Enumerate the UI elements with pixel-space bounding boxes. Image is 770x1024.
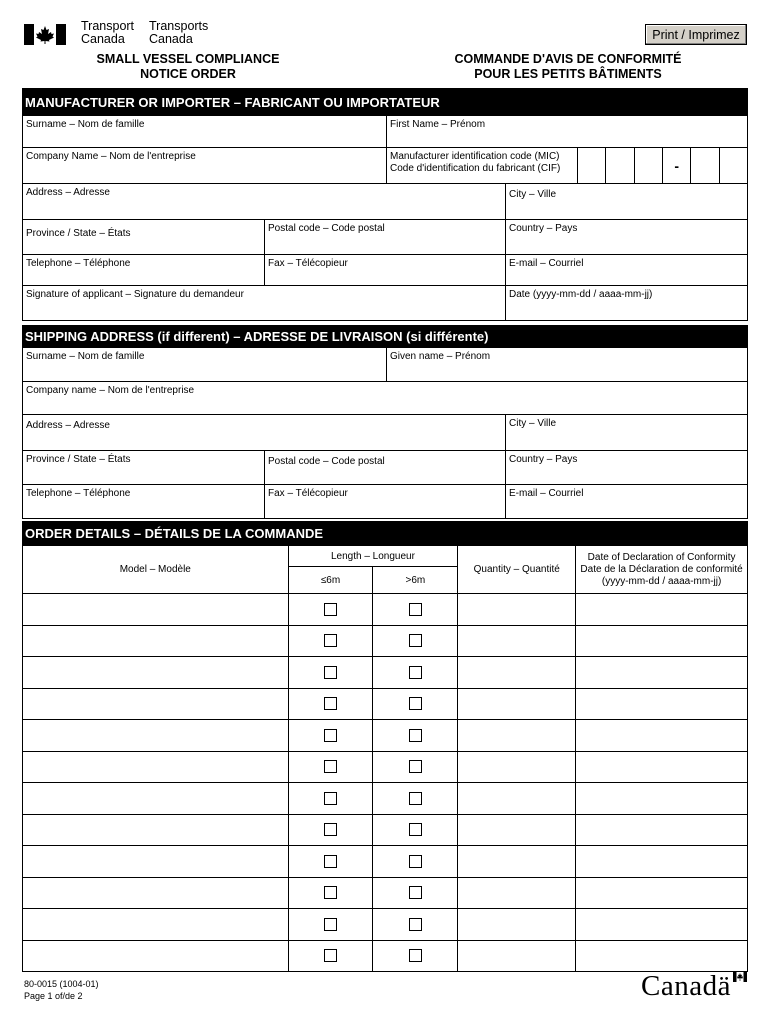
canada-wordmark: Canadä	[641, 970, 731, 1002]
ship-given-name-cell[interactable]	[387, 348, 747, 381]
declaration-date-line2: Date de la Déclaration de conformité	[580, 563, 743, 575]
le6m-checkbox[interactable]	[324, 949, 337, 962]
declaration-date-cell[interactable]	[576, 814, 748, 846]
gt6m-cell[interactable]	[373, 657, 458, 689]
mic-box[interactable]	[690, 148, 718, 183]
declaration-date-cell[interactable]	[576, 909, 748, 941]
mfr-surname-label: Surname – Nom de famille	[26, 119, 145, 130]
quantity-cell[interactable]	[458, 625, 576, 657]
gt6m-cell[interactable]	[373, 625, 458, 657]
order-table	[22, 545, 748, 972]
table-row	[23, 594, 748, 626]
quantity-cell[interactable]	[458, 783, 576, 815]
dept-en-line1: Transport	[81, 19, 135, 33]
quantity-cell[interactable]	[458, 657, 576, 689]
model-cell[interactable]	[23, 625, 289, 657]
ship-province-input[interactable]	[26, 470, 261, 482]
table-row	[23, 814, 748, 846]
mfr-province-label: Province / State – États	[26, 228, 131, 239]
mic-box[interactable]	[605, 148, 633, 183]
gt6m-checkbox[interactable]	[409, 855, 422, 868]
manufacturer-row-province	[22, 220, 748, 255]
title-fr-line2: POUR LES PETITS BÂTIMENTS	[474, 67, 662, 81]
mfr-telephone-input[interactable]	[26, 271, 261, 283]
ship-country-input[interactable]	[509, 470, 744, 482]
mic-box[interactable]	[719, 148, 747, 183]
table-row	[23, 625, 748, 657]
mfr-city-label: City – Ville	[509, 189, 557, 200]
mfr-first-name-label: First Name – Prénom	[390, 119, 486, 130]
mfr-surname-input[interactable]	[26, 133, 383, 145]
ship-surname-cell[interactable]	[23, 348, 387, 381]
mfr-date-cell[interactable]	[506, 286, 747, 320]
ship-surname-input[interactable]	[26, 367, 383, 379]
manufacturer-row-address	[22, 184, 748, 220]
mfr-signature-cell[interactable]	[23, 286, 506, 320]
le6m-cell[interactable]	[288, 846, 373, 878]
mfr-first-name-cell[interactable]	[387, 116, 747, 147]
mfr-postal-input[interactable]	[268, 240, 502, 252]
gt6m-cell[interactable]	[373, 940, 458, 972]
quantity-cell[interactable]	[458, 940, 576, 972]
le6m-checkbox[interactable]	[324, 855, 337, 868]
declaration-date-line3: (yyyy-mm-dd / aaaa-mm-jj)	[601, 575, 722, 587]
le6m-cell[interactable]	[288, 688, 373, 720]
mfr-email-cell[interactable]	[506, 255, 747, 285]
form-title-en	[93, 52, 283, 82]
gt6m-checkbox[interactable]	[409, 603, 422, 616]
le6m-cell[interactable]	[288, 909, 373, 941]
le6m-cell[interactable]	[288, 814, 373, 846]
model-cell[interactable]	[23, 909, 289, 941]
le6m-checkbox[interactable]	[324, 729, 337, 742]
model-cell[interactable]	[23, 688, 289, 720]
length-header: Length – Longueur	[288, 546, 458, 567]
form-body	[22, 88, 748, 972]
le6m-cell[interactable]	[288, 783, 373, 815]
le6m-checkbox[interactable]	[324, 634, 337, 647]
model-cell[interactable]	[23, 657, 289, 689]
gt6m-cell[interactable]	[373, 751, 458, 783]
mfr-signature-input[interactable]	[26, 306, 502, 318]
le6m-checkbox[interactable]	[324, 886, 337, 899]
wordmark-flag-icon	[733, 972, 747, 982]
mfr-date-input[interactable]	[509, 306, 744, 318]
table-row	[23, 909, 748, 941]
model-cell[interactable]	[23, 846, 289, 878]
gt6m-checkbox[interactable]	[409, 760, 422, 773]
mfr-address-label: Address – Adresse	[26, 187, 110, 198]
le6m-cell[interactable]	[288, 877, 373, 909]
mfr-email-input[interactable]	[509, 271, 744, 283]
gt6m-checkbox[interactable]	[409, 792, 422, 805]
ship-telephone-label: Telephone – Téléphone	[26, 488, 131, 499]
mfr-country-cell[interactable]	[506, 220, 747, 254]
mfr-fax-input[interactable]	[268, 271, 502, 283]
mic-code-boxes	[577, 148, 747, 183]
gt6m-cell[interactable]	[373, 909, 458, 941]
ship-telephone-cell[interactable]	[23, 485, 265, 518]
model-cell[interactable]	[23, 720, 289, 752]
mfr-mic-cell	[387, 148, 747, 183]
dept-en-line2: Canada	[81, 32, 125, 46]
shipping-row-name	[22, 348, 748, 382]
ship-fax-input[interactable]	[268, 504, 502, 516]
declaration-date-line1: Date of Declaration of Conformity	[587, 551, 736, 563]
manufacturer-row-signature	[22, 286, 748, 321]
gt6m-cell[interactable]	[373, 594, 458, 626]
ship-province-cell[interactable]	[23, 451, 265, 484]
quantity-cell[interactable]	[458, 814, 576, 846]
gt6m-cell[interactable]	[373, 783, 458, 815]
manufacturer-section-heading: MANUFACTURER OR IMPORTER – FABRICANT OU IMPORTATEUR	[22, 88, 748, 116]
ship-company-cell[interactable]	[23, 382, 747, 414]
gt6m-checkbox[interactable]	[409, 666, 422, 679]
le6m-checkbox[interactable]	[324, 823, 337, 836]
mfr-email-label: E-mail – Courriel	[509, 258, 584, 269]
mfr-city-input[interactable]	[509, 205, 744, 217]
table-row	[23, 657, 748, 689]
declaration-date-cell[interactable]	[576, 940, 748, 972]
model-cell[interactable]	[23, 594, 289, 626]
mfr-fax-label: Fax – Télécopieur	[268, 258, 348, 269]
mfr-surname-cell[interactable]	[23, 116, 387, 147]
table-row	[23, 877, 748, 909]
ship-postal-label: Postal code – Code postal	[268, 456, 385, 467]
mfr-telephone-cell[interactable]	[23, 255, 265, 285]
ship-email-input[interactable]	[509, 504, 744, 516]
gt6m-checkbox[interactable]	[409, 823, 422, 836]
form-code: 80-0015 (1004-01)	[24, 979, 99, 989]
order-section-heading: ORDER DETAILS – DÉTAILS DE LA COMMANDE	[22, 521, 748, 545]
mfr-country-label: Country – Pays	[509, 223, 578, 234]
mfr-city-cell[interactable]	[506, 184, 747, 219]
le6m-checkbox[interactable]	[324, 918, 337, 931]
ship-city-cell[interactable]	[506, 415, 747, 450]
ship-company-input[interactable]	[26, 400, 744, 412]
model-cell[interactable]	[23, 877, 289, 909]
mfr-first-name-input[interactable]	[390, 133, 744, 145]
ship-address-label: Address – Adresse	[26, 420, 110, 431]
mfr-company-label: Company Name – Nom de l'entreprise	[26, 151, 196, 162]
title-fr-line1: COMMANDE D'AVIS DE CONFORMITÉ	[454, 52, 682, 66]
le6m-cell[interactable]	[288, 657, 373, 689]
form-header	[0, 0, 770, 88]
title-en-line2: NOTICE ORDER	[140, 67, 236, 81]
mfr-country-input[interactable]	[509, 240, 744, 252]
dept-fr-line2: Canada	[149, 32, 193, 46]
gt6m-cell[interactable]	[373, 688, 458, 720]
le6m-checkbox[interactable]	[324, 792, 337, 805]
mic-dash: -	[674, 157, 679, 174]
shipping-row-province	[22, 451, 748, 485]
ship-given-name-input[interactable]	[390, 367, 744, 379]
shipping-row-address	[22, 415, 748, 451]
ship-surname-label: Surname – Nom de famille	[26, 351, 145, 362]
declaration-date-cell[interactable]	[576, 657, 748, 689]
ship-postal-input[interactable]	[268, 470, 502, 482]
model-cell[interactable]	[23, 814, 289, 846]
declaration-date-cell[interactable]	[576, 720, 748, 752]
ship-fax-cell[interactable]	[265, 485, 506, 518]
quantity-cell[interactable]	[458, 594, 576, 626]
quantity-cell[interactable]	[458, 688, 576, 720]
mic-label-en: Manufacturer identification code (MIC)	[390, 151, 560, 162]
gt6m-checkbox[interactable]	[409, 729, 422, 742]
title-en-line1: SMALL VESSEL COMPLIANCE	[96, 52, 280, 66]
ship-city-label: City – Ville	[509, 418, 557, 429]
le6m-cell[interactable]	[288, 720, 373, 752]
mfr-address-input[interactable]	[26, 205, 502, 217]
mic-label-fr: Code d'identification du fabricant (CIF)	[390, 163, 561, 174]
manufacturer-row-contact	[22, 255, 748, 286]
declaration-date-cell[interactable]	[576, 688, 748, 720]
declaration-date-cell[interactable]	[576, 783, 748, 815]
mic-box[interactable]	[634, 148, 662, 183]
gt6m-cell[interactable]	[373, 877, 458, 909]
declaration-date-cell[interactable]	[576, 625, 748, 657]
canada-flag-icon	[24, 24, 66, 45]
ship-city-input[interactable]	[509, 436, 744, 448]
table-row	[23, 688, 748, 720]
mic-box[interactable]	[577, 148, 605, 183]
ship-company-label: Company name – Nom de l'entreprise	[26, 385, 195, 396]
gt6m-checkbox[interactable]	[409, 697, 422, 710]
ship-address-cell[interactable]	[23, 415, 506, 450]
page-number: Page 1 of/de 2	[24, 991, 83, 1001]
shipping-row-contact	[22, 485, 748, 519]
dept-fr-line1: Transports	[149, 19, 209, 33]
quantity-header: Quantity – Quantité	[458, 546, 576, 594]
le6m-cell[interactable]	[288, 940, 373, 972]
ship-country-cell[interactable]	[506, 451, 747, 484]
ship-province-label: Province / State – États	[26, 454, 131, 465]
gt6m-checkbox[interactable]	[409, 918, 422, 931]
mfr-province-input[interactable]	[26, 240, 261, 252]
table-row	[23, 846, 748, 878]
quantity-cell[interactable]	[458, 751, 576, 783]
gt6m-cell[interactable]	[373, 814, 458, 846]
ship-telephone-input[interactable]	[26, 504, 261, 516]
model-header: Model – Modèle	[23, 546, 289, 594]
gt6m-cell[interactable]	[373, 846, 458, 878]
declaration-date-cell[interactable]	[576, 594, 748, 626]
gt6m-checkbox[interactable]	[409, 886, 422, 899]
length-le6m-header: ≤6m	[288, 567, 373, 594]
declaration-date-header	[576, 546, 748, 594]
mfr-fax-cell[interactable]	[265, 255, 506, 285]
manufacturer-row-name	[22, 116, 748, 148]
model-cell[interactable]	[23, 940, 289, 972]
declaration-date-cell[interactable]	[576, 877, 748, 909]
ship-country-label: Country – Pays	[509, 454, 578, 465]
shipping-section-heading: SHIPPING ADDRESS (if different) – ADRESSE DE LIVRAISON (si différente)	[22, 325, 748, 348]
mfr-province-cell[interactable]	[23, 220, 265, 254]
table-row	[23, 751, 748, 783]
le6m-cell[interactable]	[288, 594, 373, 626]
quantity-cell[interactable]	[458, 877, 576, 909]
mfr-postal-cell[interactable]	[265, 220, 506, 254]
length-gt6m-header: >6m	[373, 567, 458, 594]
gt6m-checkbox[interactable]	[409, 949, 422, 962]
mfr-company-input[interactable]	[26, 169, 383, 181]
le6m-checkbox[interactable]	[324, 760, 337, 773]
le6m-checkbox[interactable]	[324, 603, 337, 616]
quantity-cell[interactable]	[458, 909, 576, 941]
mfr-address-cell[interactable]	[23, 184, 506, 219]
ship-email-cell[interactable]	[506, 485, 747, 518]
print-button[interactable]: Print / Imprimez	[645, 24, 747, 45]
mic-dash-box	[662, 148, 690, 183]
gt6m-cell[interactable]	[373, 720, 458, 752]
quantity-cell[interactable]	[458, 846, 576, 878]
ship-given-name-label: Given name – Prénom	[390, 351, 491, 362]
department-name-en	[81, 20, 134, 46]
ship-fax-label: Fax – Télécopieur	[268, 488, 348, 499]
le6m-checkbox[interactable]	[324, 697, 337, 710]
le6m-cell[interactable]	[288, 751, 373, 783]
gt6m-checkbox[interactable]	[409, 634, 422, 647]
model-cell[interactable]	[23, 751, 289, 783]
table-row	[23, 783, 748, 815]
table-row	[23, 940, 748, 972]
shipping-row-company	[22, 382, 748, 415]
mfr-postal-label: Postal code – Code postal	[268, 223, 385, 234]
mfr-company-cell[interactable]	[23, 148, 387, 183]
ship-email-label: E-mail – Courriel	[509, 488, 584, 499]
manufacturer-row-company	[22, 148, 748, 184]
form-title-fr	[430, 52, 706, 82]
ship-postal-cell[interactable]	[265, 451, 506, 484]
declaration-date-cell[interactable]	[576, 846, 748, 878]
mfr-date-label: Date (yyyy-mm-dd / aaaa-mm-jj)	[509, 289, 653, 300]
declaration-date-cell[interactable]	[576, 751, 748, 783]
department-name-fr	[149, 20, 208, 46]
model-cell[interactable]	[23, 783, 289, 815]
mfr-signature-label: Signature of applicant – Signature du demandeur	[26, 289, 244, 300]
le6m-checkbox[interactable]	[324, 666, 337, 679]
table-row	[23, 720, 748, 752]
order-rows	[23, 594, 748, 972]
ship-address-input[interactable]	[26, 436, 502, 448]
quantity-cell[interactable]	[458, 720, 576, 752]
form-footer	[24, 978, 99, 1002]
le6m-cell[interactable]	[288, 625, 373, 657]
mfr-telephone-label: Telephone – Téléphone	[26, 258, 131, 269]
